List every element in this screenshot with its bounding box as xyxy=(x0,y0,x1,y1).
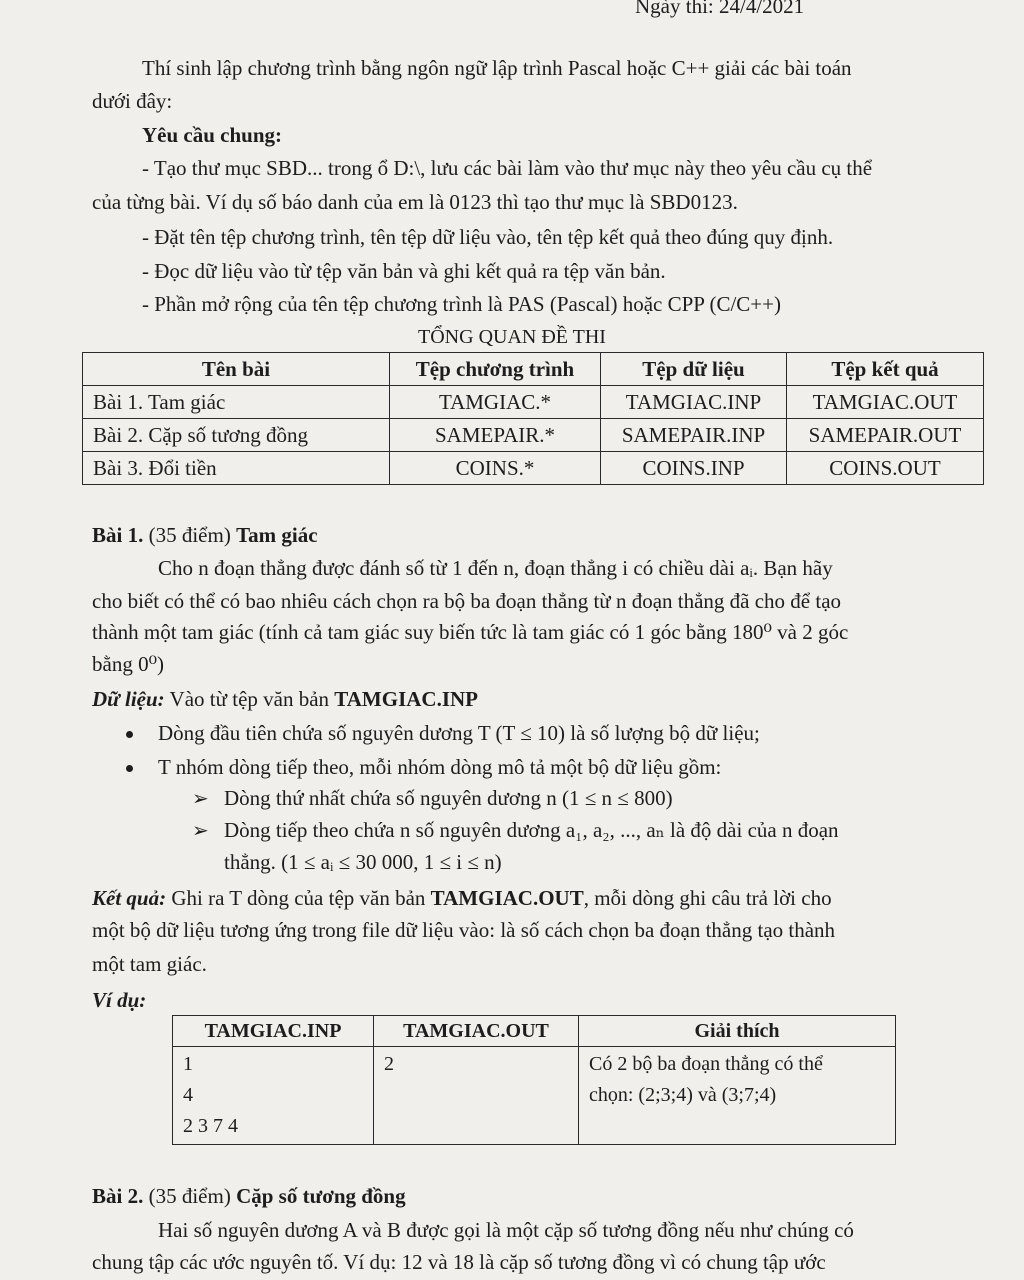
output-label: Kết quả: xyxy=(92,886,167,910)
problem-2-heading xyxy=(92,1184,406,1209)
problem-2-desc-2: chung tập các ước nguyên tố. Ví dụ: 12 và 18 là cặp số tương đồng vì có chung tập ước xyxy=(92,1250,826,1274)
input-label: Dữ liệu: xyxy=(92,687,165,711)
cell-program: TAMGIAC.* xyxy=(390,386,601,419)
output-file: TAMGIAC.OUT xyxy=(430,886,584,910)
output-spec xyxy=(92,886,832,911)
cell-program: SAMEPAIR.* xyxy=(390,419,601,452)
requirement-2: - Đặt tên tệp chương trình, tên tệp dữ liệu vào, tên tệp kết quả theo đúng quy định. xyxy=(142,225,834,249)
example-header-explain: Giải thích xyxy=(579,1016,896,1047)
arrow-bullet-icon: ➢ xyxy=(192,788,209,810)
example-out-cell: 2 xyxy=(374,1047,579,1145)
output-line-2: một bộ dữ liệu tương ứng trong file dữ liệu vào: là số cách chọn ba đoạn thẳng tạo thành xyxy=(92,918,836,942)
output-text-a: Ghi ra T dòng của tệp văn bản xyxy=(171,886,426,910)
input-file: TAMGIAC.INP xyxy=(334,687,478,711)
problem-1-desc-1: Cho n đoạn thẳng được đánh số từ 1 đến n, đoạn thẳng i có chiều dài aᵢ. Bạn hãy xyxy=(158,556,833,580)
example-explain-line-2: chọn: (2;3;4) và (3;7;4) xyxy=(589,1084,777,1106)
requirements-title: Yêu cầu chung: xyxy=(142,123,283,147)
problem-1-label: Bài 1. xyxy=(92,523,144,547)
cell-program: COINS.* xyxy=(390,452,601,485)
bullet-dot xyxy=(126,731,133,738)
example-row xyxy=(173,1047,896,1145)
example-inp-cell xyxy=(173,1047,374,1145)
requirement-1a: - Tạo thư mục SBD... trong ổ D:\, lưu các bài làm vào thư mục này theo yêu cầu cụ thể xyxy=(142,156,873,180)
overview-row xyxy=(83,386,984,419)
problem-2-desc-1: Hai số nguyên dương A và B được gọi là một cặp số tương đồng nếu như chúng có xyxy=(158,1218,854,1242)
problem-1-desc-3: thành một tam giác (tính cả tam giác suy biến tức là tam giác có 1 góc bằng 180⁰ và 2 góc xyxy=(92,620,849,644)
example-explain-cell xyxy=(579,1047,896,1145)
problem-1-desc-4: bằng 0⁰) xyxy=(92,652,164,676)
cell-input: SAMEPAIR.INP xyxy=(601,419,787,452)
problem-2-name: Cặp số tương đồng xyxy=(236,1184,406,1208)
arrow-bullet-icon: ➢ xyxy=(192,820,209,842)
input-text: Vào từ tệp văn bản xyxy=(169,687,330,711)
example-header-out: TAMGIAC.OUT xyxy=(374,1016,579,1047)
example-table xyxy=(172,1015,896,1145)
output-text-b: , mỗi dòng ghi câu trả lời cho xyxy=(583,886,832,910)
col-header-name: Tên bài xyxy=(83,353,390,386)
input-bullet-1: Dòng đầu tiên chứa số nguyên dương T (T ≤ 10) là số lượng bộ dữ liệu; xyxy=(158,721,760,745)
cell-input: TAMGIAC.INP xyxy=(601,386,787,419)
overview-table xyxy=(82,352,984,485)
example-explain-line-1: Có 2 bộ ba đoạn thẳng có thể xyxy=(589,1053,823,1075)
cell-output: SAMEPAIR.OUT xyxy=(787,419,984,452)
output-line-3: một tam giác. xyxy=(92,952,207,976)
bullet-dot xyxy=(126,765,133,772)
input-spec xyxy=(92,687,478,712)
example-inp-line: 4 xyxy=(183,1084,193,1106)
problem-1-heading xyxy=(92,523,318,548)
col-header-program: Tệp chương trình xyxy=(390,353,601,386)
col-header-input: Tệp dữ liệu xyxy=(601,353,787,386)
intro-line-1: Thí sinh lập chương trình bằng ngôn ngữ lập trình Pascal hoặc C++ giải các bài toán xyxy=(142,56,852,80)
problem-1-points: (35 điểm) xyxy=(148,523,231,547)
input-bullet-2: T nhóm dòng tiếp theo, mỗi nhóm dòng mô tả một bộ dữ liệu gồm: xyxy=(158,755,722,779)
overview-header-row xyxy=(83,353,984,386)
cell-output: TAMGIAC.OUT xyxy=(787,386,984,419)
input-sub-1: Dòng thứ nhất chứa số nguyên dương n (1 ≤ n ≤ 800) xyxy=(224,786,673,810)
example-inp-line: 1 xyxy=(183,1053,193,1075)
col-header-output: Tệp kết quả xyxy=(787,353,984,386)
example-header-row xyxy=(173,1016,896,1047)
cell-name: Bài 3. Đổi tiền xyxy=(83,452,390,485)
problem-2-label: Bài 2. xyxy=(92,1184,144,1208)
requirement-1b: của từng bài. Ví dụ số báo danh của em là 0123 thì tạo thư mục là SBD0123. xyxy=(92,190,738,214)
cell-name: Bài 2. Cặp số tương đồng xyxy=(83,419,390,452)
input-sub-2b: thẳng. (1 ≤ aᵢ ≤ 30 000, 1 ≤ i ≤ n) xyxy=(224,850,502,874)
exam-date: Ngày thi: 24/4/2021 xyxy=(635,0,805,18)
problem-1-name: Tam giác xyxy=(236,523,318,547)
intro-line-2: dưới đây: xyxy=(92,89,173,113)
example-inp-line: 2 3 7 4 xyxy=(183,1115,238,1137)
input-sub-2a: Dòng tiếp theo chứa n số nguyên dương a₁, a₂, ..., aₙ là độ dài của n đoạn xyxy=(224,818,839,842)
example-header-inp: TAMGIAC.INP xyxy=(173,1016,374,1047)
cell-output: COINS.OUT xyxy=(787,452,984,485)
problem-2-points: (35 điểm) xyxy=(148,1184,231,1208)
overview-row xyxy=(83,419,984,452)
cell-input: COINS.INP xyxy=(601,452,787,485)
problem-1-desc-2: cho biết có thể có bao nhiêu cách chọn ra bộ ba đoạn thẳng từ n đoạn thẳng đã cho để tạo xyxy=(92,589,842,613)
cell-name: Bài 1. Tam giác xyxy=(83,386,390,419)
overview-title: TỔNG QUAN ĐỀ THI xyxy=(418,326,606,348)
example-label: Ví dụ: xyxy=(92,988,147,1012)
requirement-4: - Phần mở rộng của tên tệp chương trình là PAS (Pascal) hoặc CPP (C/C++) xyxy=(142,292,781,316)
requirement-3: - Đọc dữ liệu vào từ tệp văn bản và ghi kết quả ra tệp văn bản. xyxy=(142,259,666,283)
overview-row xyxy=(83,452,984,485)
